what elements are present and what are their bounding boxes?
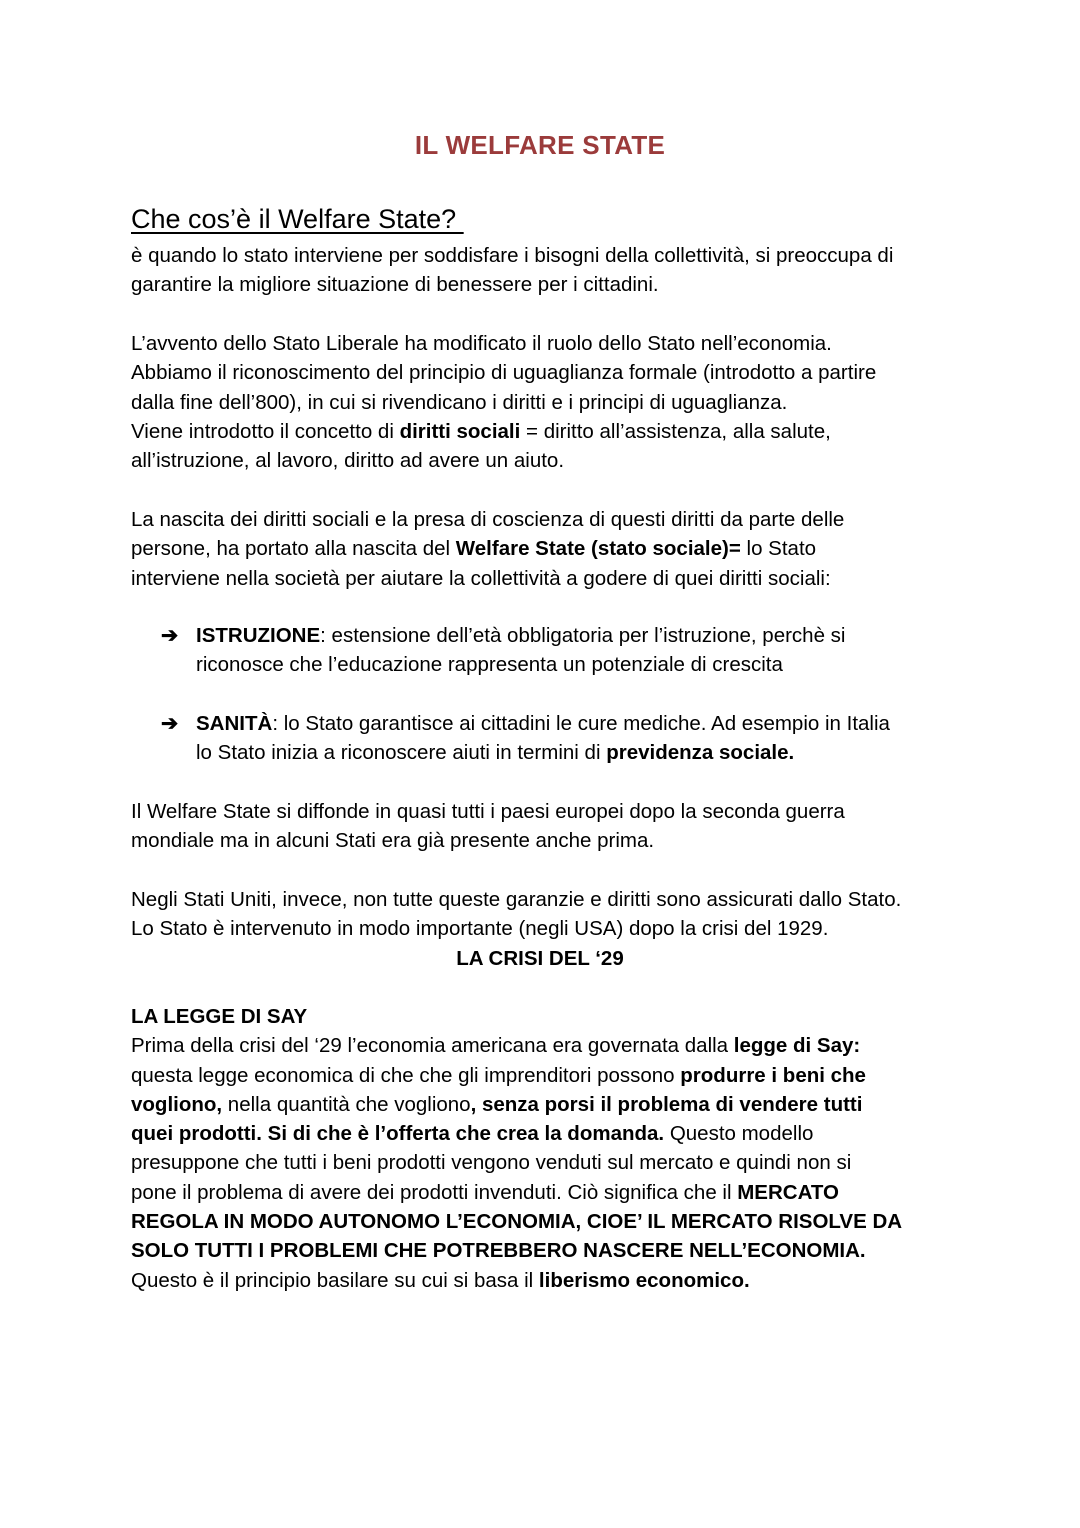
section-subtitle: Che cos’è il Welfare State? <box>131 204 464 234</box>
bullet-text <box>196 621 956 680</box>
bold-term: SANITÀ <box>196 712 273 735</box>
text-run: : lo Stato garantisce ai cittadini le cure mediche. Ad esempio in Italia <box>272 712 890 735</box>
text-line: La nascita dei diritti sociali e la presa di coscienza di questi diritti da parte delle <box>131 508 845 531</box>
text-line: Il Welfare State si diffonde in quasi tutti i paesi europei dopo la seconda guerra <box>131 800 845 823</box>
text-run: lo Stato <box>740 537 817 561</box>
bold-term: vogliono, <box>131 1092 223 1116</box>
text-line <box>196 709 956 738</box>
bold-term: previdenza sociale. <box>606 741 795 765</box>
intro-paragraph <box>131 241 961 300</box>
text-run: Questo modello <box>664 1122 814 1146</box>
bold-term: Welfare State (stato sociale)= <box>455 537 741 561</box>
text-line: Negli Stati Uniti, invece, non tutte queste garanzie e diritti sono assicurati dallo Stato. <box>131 888 902 911</box>
text-line <box>131 534 961 563</box>
text-run: nella quantità che vogliono <box>222 1092 471 1116</box>
text-line <box>131 1031 961 1060</box>
text-line <box>131 1090 961 1119</box>
text-line <box>131 1178 961 1207</box>
text-line: mondiale ma in alcuni Stati era già presente anche prima. <box>131 829 655 853</box>
liberal-state-paragraph <box>131 329 961 475</box>
text-run: = diritto all’assistenza, alla salute, <box>520 419 831 443</box>
bold-term: , senza porsi il problema di vendere tutti <box>470 1092 863 1116</box>
crisis-heading: LA CRISI DEL ‘29 <box>456 947 624 970</box>
text-line: dalla fine dell’800), in cui si rivendicano i diritti e i principi di uguaglianza. <box>131 390 788 414</box>
text-run: Questo è il principio basilare su cui si basa il <box>131 1268 539 1292</box>
text-run: questa legge economica di che che gli imprenditori possono <box>131 1063 681 1087</box>
text-line: presuppone che tutti i beni prodotti vengono venduti sul mercato e quindi non si <box>131 1151 852 1175</box>
text-line: L’avvento dello Stato Liberale ha modificato il ruolo dello Stato nell’economia. <box>131 332 832 355</box>
text-run: Viene introdotto il concetto di <box>131 419 400 443</box>
bold-term: liberismo economico. <box>538 1268 750 1292</box>
bold-term: diritti sociali <box>399 419 521 443</box>
text-line: garantire la migliore situazione di benessere per i cittadini. <box>131 273 659 297</box>
page-title: IL WELFARE STATE <box>414 130 666 160</box>
bold-term: quei prodotti. Si di che è l’offerta che crea la domanda. <box>131 1122 665 1146</box>
text-run: pone il problema di avere dei prodotti invenduti. Ciò significa che il <box>131 1180 738 1204</box>
text-line: riconosce che l’educazione rappresenta un potenziale di crescita <box>196 653 783 677</box>
say-heading: LA LEGGE DI SAY <box>131 1005 308 1028</box>
text-line <box>131 1266 961 1295</box>
text-line <box>196 738 956 767</box>
say-law-section <box>131 1002 961 1295</box>
text-line: Lo Stato è intervenuto in modo importante (negli USA) dopo la crisi del 1929. <box>131 917 829 941</box>
text-run: Prima della crisi del ‘29 l’economia americana era governata dalla <box>131 1034 734 1058</box>
diffusion-paragraph <box>131 797 961 856</box>
bullet-text <box>196 709 956 768</box>
arrow-icon: ➔ <box>161 712 179 735</box>
text-line: SOLO TUTTI I PROBLEMI CHE POTREBBERO NASCERE NELL’ECONOMIA. <box>131 1239 866 1263</box>
text-run: lo Stato inizia a riconoscere aiuti in termini di <box>196 741 607 765</box>
bold-term: ISTRUZIONE <box>196 624 321 647</box>
bold-term: legge di Say: <box>733 1034 861 1058</box>
arrow-icon: ➔ <box>161 624 179 647</box>
bold-term: produrre i beni che <box>680 1063 866 1087</box>
bold-term: MERCATO <box>737 1180 839 1204</box>
text-line <box>131 1119 961 1148</box>
text-line: REGOLA IN MODO AUTONOMO L’ECONOMIA, CIOE’ IL MERCATO RISOLVE DA <box>131 1210 903 1234</box>
text-line: interviene nella società per aiutare la collettività a godere di quei diritti sociali: <box>131 566 831 590</box>
text-run: persone, ha portato alla nascita del <box>131 537 456 561</box>
text-line <box>131 417 961 446</box>
text-line: all’istruzione, al lavoro, diritto ad avere un aiuto. <box>131 449 565 473</box>
text-line <box>131 1061 961 1090</box>
text-run: : estensione dell’età obbligatoria per l’istruzione, perchè si <box>320 624 846 647</box>
text-line: è quando lo stato interviene per soddisfare i bisogni della collettività, si preoccupa di <box>131 244 894 267</box>
text-line <box>196 621 956 650</box>
text-line: Abbiamo il riconoscimento del principio di uguaglianza formale (introdotto a partire <box>131 361 877 385</box>
usa-paragraph <box>131 885 961 944</box>
social-rights-paragraph <box>131 505 961 593</box>
